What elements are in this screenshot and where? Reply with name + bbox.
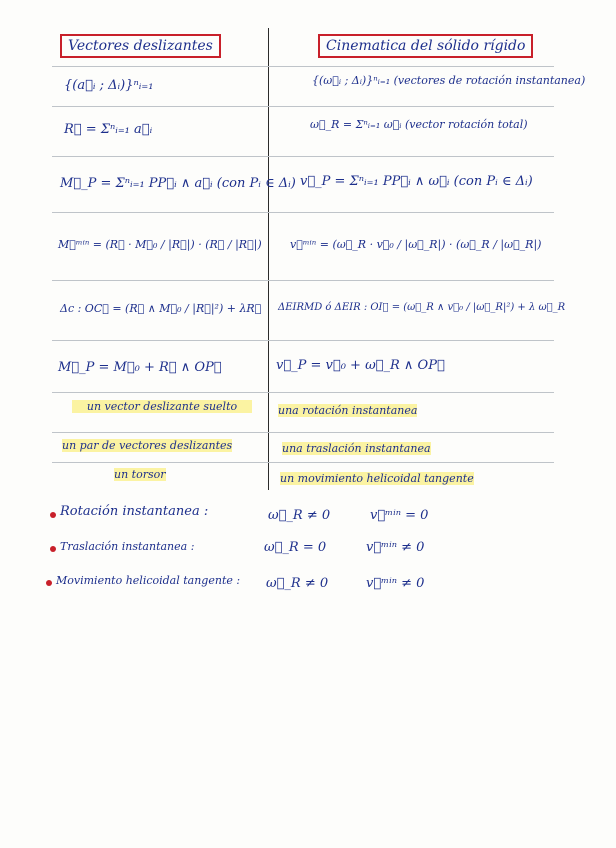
row-2-right: ω⃗_R = Σⁿᵢ₌₁ ω⃗ᵢ (vector rotación total)	[310, 118, 528, 131]
bullet-dot	[50, 512, 56, 518]
row-4-left: M⃗ᵐⁱⁿ = (R⃗ · M⃗₀ / |R⃗|) · (R⃗ / |R⃗|)	[58, 238, 262, 251]
bullet-2-cond1: ω⃗_R = 0	[264, 540, 327, 555]
row-1-right: {(ω⃗ᵢ ; Δᵢ)}ⁿᵢ₌₁ (vectores de rotación instantanea)	[312, 74, 586, 87]
row-1-left: {(a⃗ᵢ ; Δᵢ)}ⁿᵢ₌₁	[64, 78, 154, 93]
row-5-right: ΔEIRMD ó ΔEIR : OI⃗ = (ω⃗_R ∧ v⃗₀ / |ω⃗_R|²) + λ ω⃗_R	[278, 302, 566, 313]
bullet-2-label: Traslación instantanea :	[60, 540, 195, 553]
row-7-left: un vector deslizante suelto	[72, 400, 252, 413]
row-rule	[52, 106, 554, 107]
row-4-right: v⃗ᵐⁱⁿ = (ω⃗_R · v⃗₀ / |ω⃗_R|) · (ω⃗_R / |ω⃗_R|)	[290, 238, 542, 251]
row-8-left: un par de vectores deslizantes	[62, 439, 233, 452]
row-8-right: una traslación instantanea	[282, 442, 431, 455]
bullet-2-cond2: v⃗ᵐⁱⁿ ≠ 0	[366, 540, 425, 555]
row-7-right: una rotación instantanea	[278, 404, 418, 417]
row-3-right: v⃗_P = Σⁿᵢ₌₁ PP⃗ᵢ ∧ ω⃗ᵢ (con Pᵢ ∈ Δᵢ)	[300, 174, 533, 189]
header-left: Vectores deslizantes	[60, 34, 221, 58]
row-rule	[52, 280, 554, 281]
row-rule	[52, 66, 554, 67]
row-rule	[52, 340, 554, 341]
bullet-dot	[50, 546, 56, 552]
bullet-3-cond2: v⃗ᵐⁱⁿ ≠ 0	[366, 576, 425, 591]
bullet-3-label: Movimiento helicoidal tangente :	[56, 574, 241, 587]
row-3-left: M⃗_P = Σⁿᵢ₌₁ PP⃗ᵢ ∧ a⃗ᵢ (con Pᵢ ∈ Δᵢ)	[60, 176, 296, 191]
row-rule	[52, 212, 554, 213]
row-rule	[52, 156, 554, 157]
row-rule	[52, 432, 554, 433]
header-right: Cinematica del sólido rígido	[318, 34, 533, 58]
row-6-right: v⃗_P = v⃗₀ + ω⃗_R ∧ OP⃗	[276, 358, 445, 373]
bullet-1-cond2: v⃗ᵐⁱⁿ = 0	[370, 508, 429, 523]
row-2-left: R⃗ = Σⁿᵢ₌₁ a⃗ᵢ	[64, 122, 153, 137]
row-rule	[52, 462, 554, 463]
bullet-dot	[46, 580, 52, 586]
row-6-left: M⃗_P = M⃗₀ + R⃗ ∧ OP⃗	[58, 360, 222, 375]
row-9-right: un movimiento helicoidal tangente	[280, 472, 474, 485]
row-9-left: un torsor	[114, 468, 166, 481]
row-rule	[52, 392, 554, 393]
bullet-3-cond1: ω⃗_R ≠ 0	[266, 576, 329, 591]
bullet-1-cond1: ω⃗_R ≠ 0	[268, 508, 331, 523]
column-divider	[268, 28, 269, 490]
row-5-left: Δc : OC⃗ = (R⃗ ∧ M⃗₀ / |R⃗|²) + λR⃗	[60, 302, 262, 315]
bullet-1-label: Rotación instantanea :	[60, 504, 209, 519]
